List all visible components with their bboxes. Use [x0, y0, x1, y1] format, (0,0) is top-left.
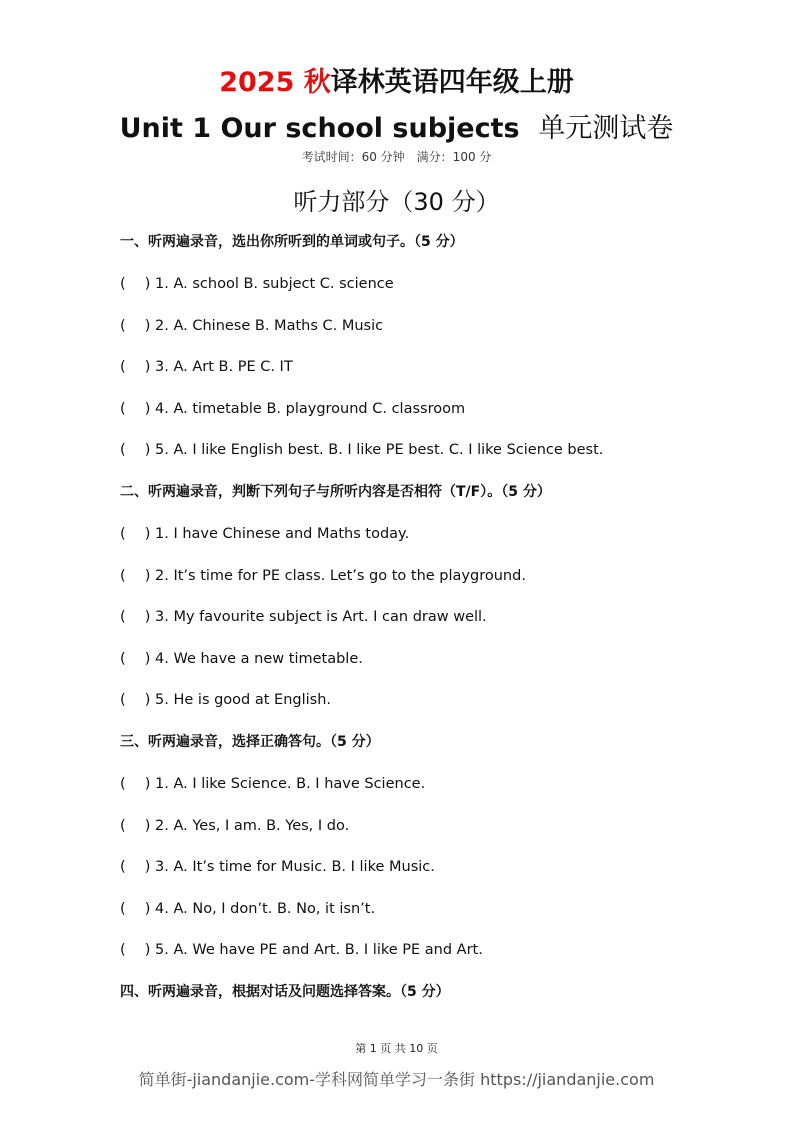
question-item: ( ) 1. A. I like Science. B. I have Science.	[120, 776, 426, 792]
part-heading: 一、听两遍录音，选出你所听到的单词或句子。（5 分）	[120, 234, 464, 250]
part-heading: 三、听两遍录音，选择正确答句。（5 分）	[120, 734, 380, 750]
part-heading: 四、听两遍录音，根据对话及问题选择答案。（5 分）	[120, 984, 450, 1000]
watermark: 简单街-jiandanjie.com-学科网简单学习一条街 https://jiandanjie.com	[138, 1070, 655, 1089]
question-item: ( ) 3. My favourite subject is Art. I can draw well.	[120, 609, 487, 626]
title-year: 2025 秋	[219, 67, 331, 98]
exam-meta: 考试时间：60 分钟 满分：100 分	[301, 150, 492, 164]
question-item: ( ) 3. A. Art B. PE C. IT	[120, 359, 293, 376]
subtitle-en: Unit 1 Our school subjects	[119, 113, 520, 144]
question-item: ( ) 2. It’s time for PE class. Let’s go to the playground.	[120, 567, 526, 584]
part-heading: 二、听两遍录音，判断下列句子与所听内容是否相符（T/F）。（5 分）	[120, 484, 551, 500]
question-item: ( ) 2. A. Chinese B. Maths C. Music	[120, 317, 384, 334]
doc-subtitle	[0, 111, 793, 147]
question-item: ( ) 5. A. I like English best. B. I like PE best. C. I like Science best.	[120, 442, 604, 459]
title-text: 译林英语四年级上册	[330, 67, 574, 98]
question-item: ( ) 3. A. It’s time for Music. B. I like Music.	[120, 859, 435, 876]
question-item: ( ) 4. A. No, I don’t. B. No, it isn’t.	[120, 900, 376, 917]
section-title: 听力部分（30 分）	[293, 188, 500, 216]
question-item: ( ) 1. A. school B. subject C. science	[120, 276, 394, 292]
subtitle-cn: 单元测试卷	[538, 113, 674, 144]
page-number: 第 1 页 共 10 页	[355, 1042, 438, 1055]
question-item: ( ) 4. A. timetable B. playground C. classroom	[120, 400, 466, 417]
question-item: ( ) 1. I have Chinese and Maths today.	[120, 526, 410, 542]
question-item: ( ) 4. We have a new timetable.	[120, 650, 363, 667]
question-item: ( ) 5. He is good at English.	[120, 692, 332, 709]
question-item: ( ) 2. A. Yes, I am. B. Yes, I do.	[120, 817, 350, 834]
doc-title	[0, 65, 793, 101]
question-item: ( ) 5. A. We have PE and Art. B. I like PE and Art.	[120, 942, 483, 959]
